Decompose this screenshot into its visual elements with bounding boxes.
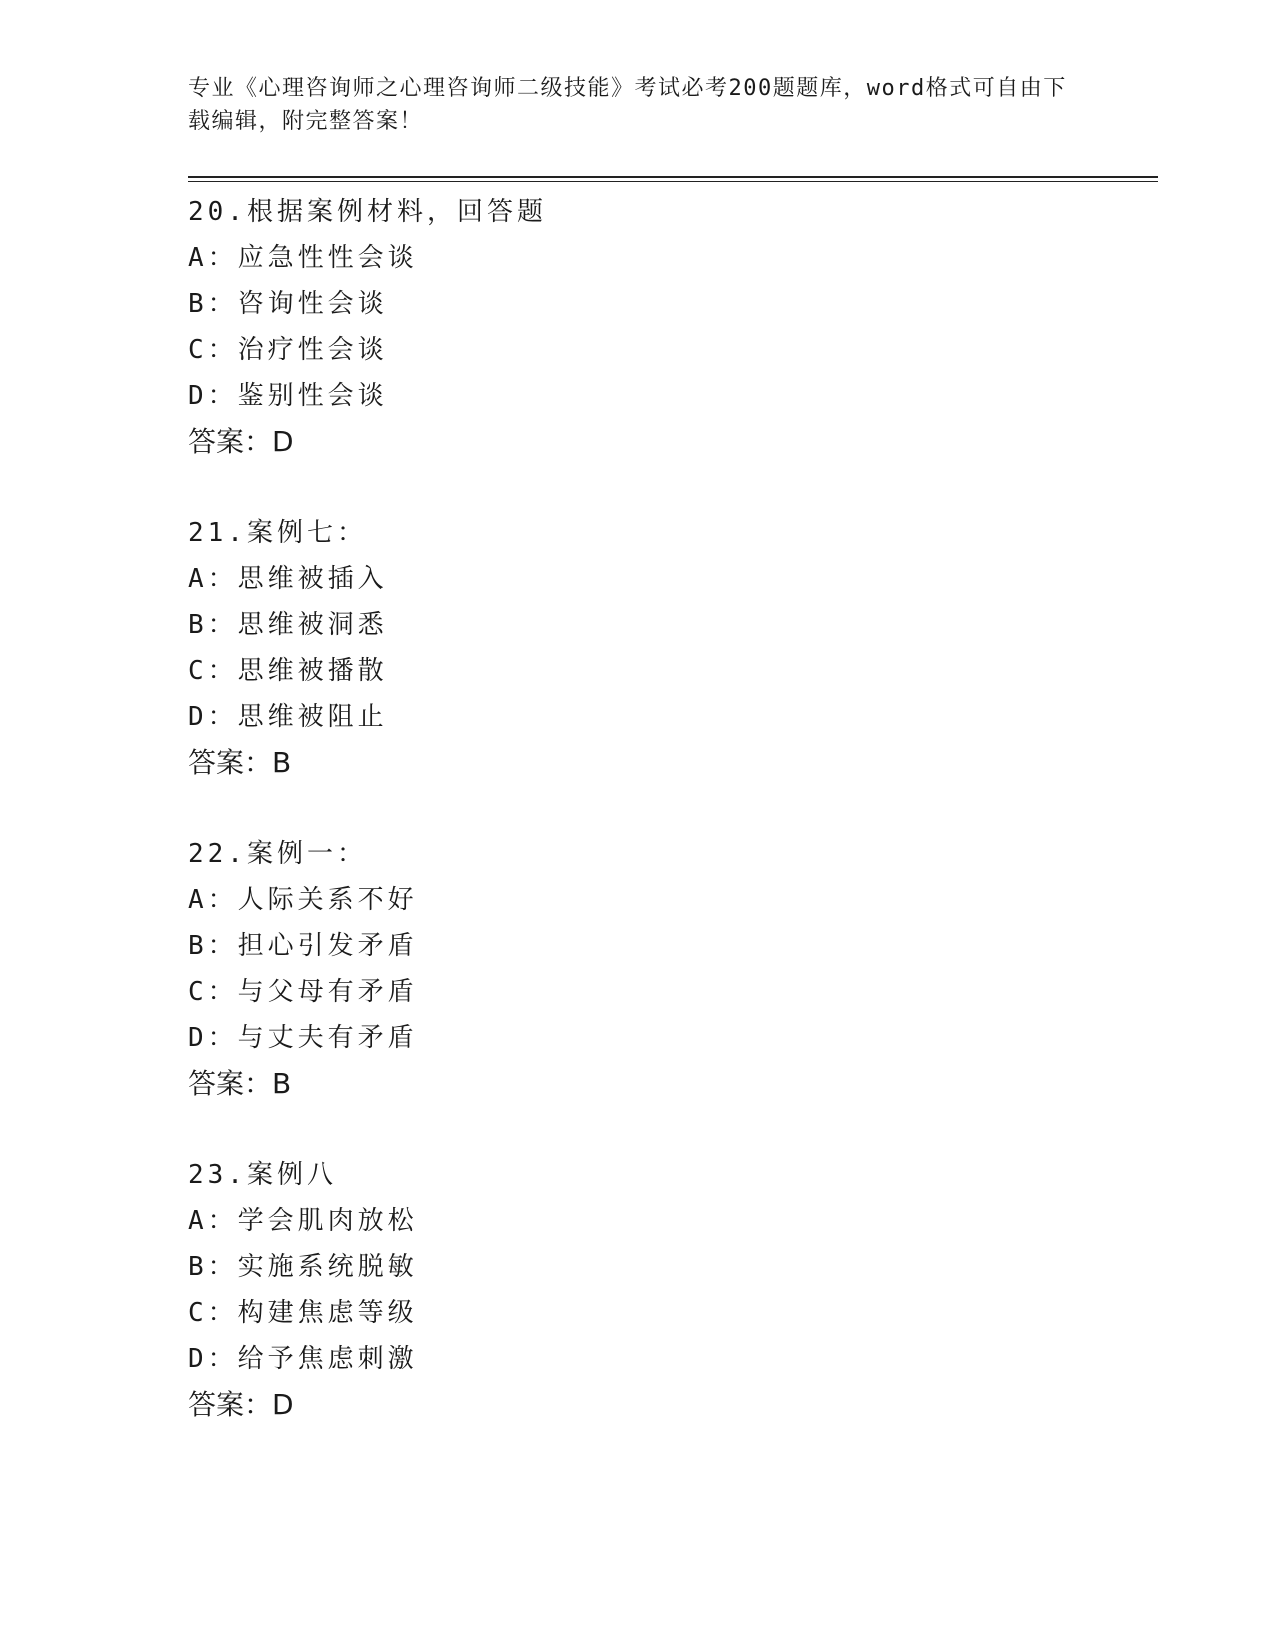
option-c: C：治疗性会谈	[188, 335, 388, 365]
question-list	[188, 189, 1088, 1473]
option-d: D：给予焦虑刺激	[188, 1344, 418, 1374]
option-a: A：人际关系不好	[188, 885, 418, 915]
option-a: A：应急性性会谈	[188, 243, 418, 273]
header-divider	[188, 176, 1158, 182]
question-title: 22.案例一：	[188, 839, 367, 869]
option-a: A：学会肌肉放松	[188, 1206, 418, 1236]
option-d: D：与丈夫有矛盾	[188, 1023, 418, 1053]
option-b: B：思维被洞悉	[188, 610, 388, 640]
option-d: D：鉴别性会谈	[188, 381, 388, 411]
option-a: A：思维被插入	[188, 564, 388, 594]
question-item	[188, 1152, 1088, 1428]
option-c: C：构建焦虑等级	[188, 1298, 418, 1328]
question-title: 21.案例七：	[188, 518, 367, 548]
option-c: C：思维被播散	[188, 656, 388, 686]
option-c: C：与父母有矛盾	[188, 977, 418, 1007]
question-title: 20.根据案例材料，回答题	[188, 197, 547, 227]
answer-text: 答案：D	[188, 425, 294, 458]
question-title: 23.案例八	[188, 1160, 337, 1190]
question-item	[188, 831, 1088, 1107]
answer-text: 答案：B	[188, 746, 292, 779]
option-b: B：实施系统脱敏	[188, 1252, 418, 1282]
document-header: 专业《心理咨询师之心理咨询师二级技能》考试必考200题题库，word格式可自由下载编辑，附完整答案！	[188, 76, 1067, 134]
option-d: D：思维被阻止	[188, 702, 388, 732]
option-b: B：咨询性会谈	[188, 289, 388, 319]
option-b: B：担心引发矛盾	[188, 931, 418, 961]
question-item	[188, 189, 1088, 465]
question-item	[188, 510, 1088, 786]
answer-text: 答案：D	[188, 1388, 294, 1421]
answer-text: 答案：B	[188, 1067, 292, 1100]
